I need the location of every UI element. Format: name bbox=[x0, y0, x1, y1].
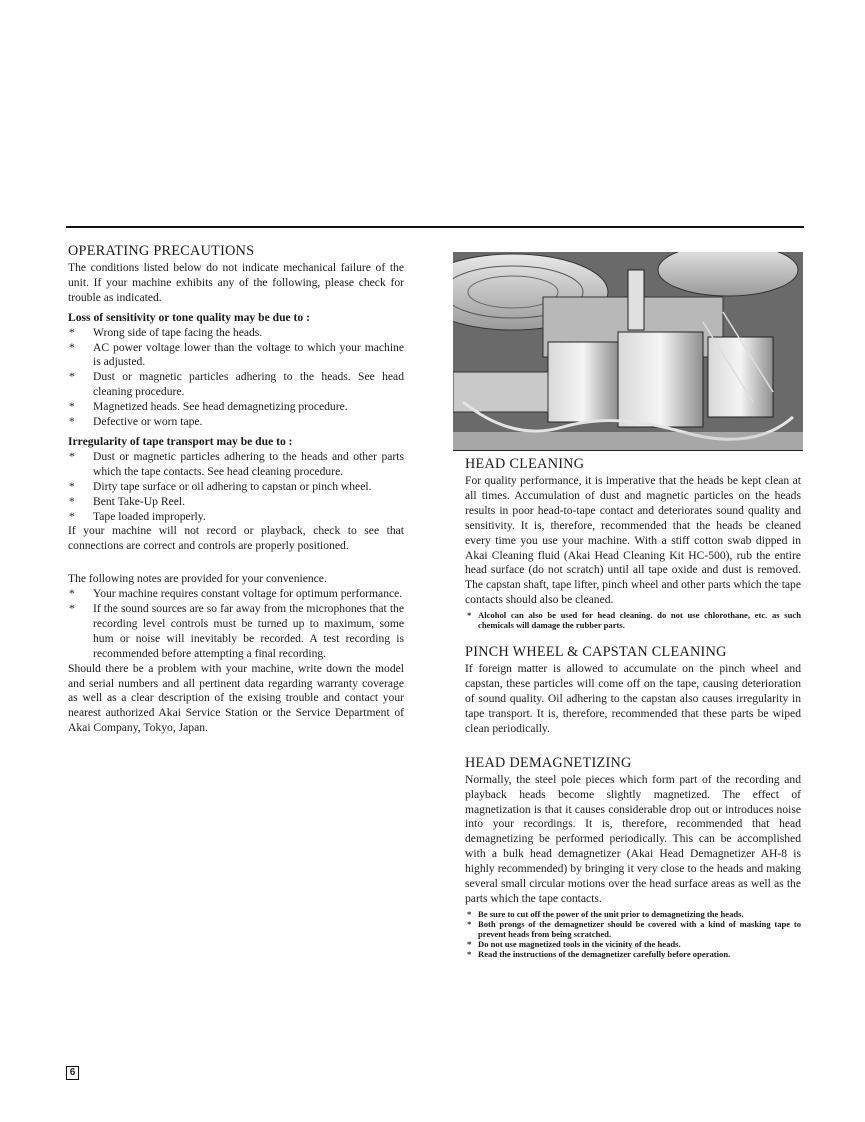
bullet-mark: * bbox=[69, 587, 75, 601]
bullet-mark: * bbox=[69, 602, 75, 616]
notes-intro: The following notes are provided for your convenience. bbox=[68, 572, 327, 586]
list-item: * Be sure to cut off the power of the unit prior to demagnetizing the heads. bbox=[467, 908, 744, 919]
loss-list bbox=[68, 326, 404, 430]
irregularity-heading: Irregularity of tape transport may be due to : bbox=[68, 434, 293, 448]
loss-heading: Loss of sensitivity or tone quality may be due to : bbox=[68, 310, 310, 324]
list-item: * Your machine requires constant voltage for optimum performance. bbox=[69, 587, 403, 601]
head-cleaning-notes bbox=[465, 610, 801, 630]
bullet-mark: * bbox=[69, 494, 75, 508]
list-item: * Tape loaded improperly. bbox=[69, 509, 206, 523]
bullet-mark: * bbox=[69, 370, 75, 384]
bullet-mark: * bbox=[467, 948, 472, 959]
top-rule bbox=[66, 226, 804, 228]
pinch-wheel-heading: PINCH WHEEL & CAPSTAN CLEANING bbox=[465, 644, 727, 661]
intro-paragraph: The conditions listed below do not indicate mechanical failure of the unit. If your machine exhibits any of the following, please check for trouble as indicated. bbox=[68, 261, 404, 304]
list-item: * Wrong side of tape facing the heads. bbox=[69, 325, 263, 339]
head-cleaning-heading: HEAD CLEANING bbox=[465, 456, 585, 472]
list-item: * If the sound sources are so far away from the microphones that the recording level controls must be turned up to maximum, some hum or noise will inevitably be recorded. A test recording is recommended before attempting a final recording. bbox=[69, 602, 404, 660]
irregularity-list bbox=[68, 450, 404, 525]
bullet-mark: * bbox=[69, 449, 75, 463]
list-item: * Dirty tape surface or oil adhering to capstan or pinch wheel. bbox=[69, 479, 372, 493]
list-item: * Dust or magnetic particles adhering to the heads. See head cleaning procedure. bbox=[69, 370, 404, 399]
pinch-wheel-paragraph: If foreign matter is allowed to accumulate on the pinch wheel and capstan, these particles will come off on the tape, causing deterioration of sound quality. Oil adhering to the capstan also causes irregularity in tape transport. It is, therefore, recommended that these parts be wiped clean periodically. bbox=[465, 662, 801, 735]
service-paragraph: Should there be a problem with your machine, write down the model and serial numbers and all pertinent data regarding warranty coverage as well as a clear description of the exising trouble and contact your nearest authorized Akai Service Station or the Service Department of Akai Company, Tokyo, Japan. bbox=[68, 661, 404, 735]
list-item: * Do not use magnetized tools in the vicinity of the heads. bbox=[467, 938, 681, 949]
convenience-notes-list bbox=[68, 587, 404, 662]
tape-head-illustration bbox=[453, 252, 803, 450]
operating-precautions-heading: OPERATING PRECAUTIONS bbox=[68, 243, 255, 259]
bullet-mark: * bbox=[467, 908, 472, 919]
list-item: * Read the instructions of the demagnetizer carefully before operation. bbox=[467, 948, 731, 959]
demagnetizing-notes bbox=[465, 909, 801, 959]
list-item: * Bent Take-Up Reel. bbox=[69, 494, 186, 508]
bullet-mark: * bbox=[69, 479, 75, 493]
list-item: * Both prongs of the demagnetizer should be covered with a kind of masking tape to prevent heads from being scratched. bbox=[467, 918, 801, 939]
bullet-mark: * bbox=[69, 340, 75, 354]
page-number: 6 bbox=[66, 1066, 79, 1080]
list-item: * AC power voltage lower than the voltage to which your machine is adjusted. bbox=[69, 340, 404, 369]
bullet-mark: * bbox=[69, 509, 75, 523]
list-item: * Alcohol can also be used for head cleaning. do not use chlorothane, etc. as such chemicals will damage the rubber parts. bbox=[467, 610, 801, 631]
head-demagnetizing-heading: HEAD DEMAGNETIZING bbox=[465, 754, 632, 771]
bullet-mark: * bbox=[69, 400, 75, 414]
left-column bbox=[68, 243, 404, 736]
bullet-mark: * bbox=[467, 938, 472, 949]
head-demagnetizing-paragraph: Normally, the steel pole pieces which form part of the recording and playback heads become slightly magnetized. The effect of magnetization is that it causes considerable drop out or introduces noise into your recordings. It is, therefore, recommended that head demagnetizing be performed periodically. This can be accomplished with a bulk head demagnetizer (Akai Head Demagnetizer AH-8 is highly recommended) by bringing it very close to the heads and making several small circular motions over the head surface areas as well as the parts which the tape contacts. bbox=[465, 772, 801, 905]
head-cleaning-paragraph: For quality performance, it is imperative that the heads be kept clean at all times. Accumulation of dust and magnetic particles on the heads results in poor head-to-tape contact and deteriorates sound quality and sensitivity. It is, therefore, recommended that the heads be cleaned every time you use your machine. With a stiff cotton swab dipped in Akai Cleaning fluid (Akai Head Cleaning Kit HC-500), rub the entire head surface (do not scratch) until all tape oxide and dust is removed. The capstan shaft, tape lifter, pinch wheel and other parts which the tape contacts should also be cleaned. bbox=[465, 474, 801, 607]
right-column bbox=[465, 456, 801, 959]
tape-head-photo bbox=[453, 252, 803, 451]
bullet-mark: * bbox=[467, 610, 472, 621]
bullet-mark: * bbox=[69, 325, 75, 339]
no-record-paragraph: If your machine will not record or playback, check to see that connections are correct and controls are properly positioned. bbox=[68, 524, 404, 553]
list-item: * Magnetized heads. See head demagnetizing procedure. bbox=[69, 400, 348, 414]
bullet-mark: * bbox=[467, 918, 472, 929]
bullet-mark: * bbox=[69, 415, 75, 429]
list-item: * Dust or magnetic particles adhering to the heads and other parts which the tape contacts. See head cleaning procedure. bbox=[69, 449, 404, 478]
list-item: * Defective or worn tape. bbox=[69, 415, 203, 429]
